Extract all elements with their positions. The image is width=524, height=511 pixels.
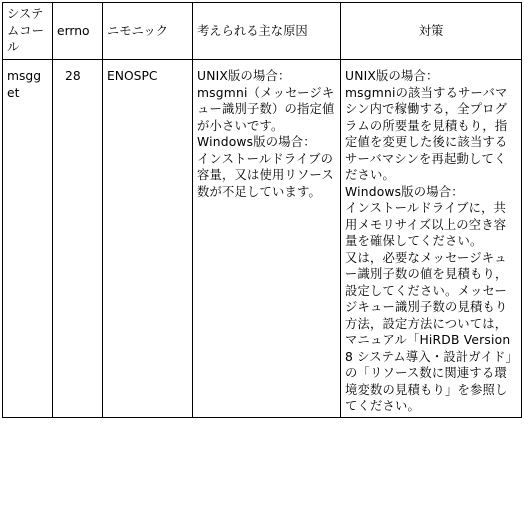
cell-errno: 28 (53, 60, 103, 418)
cell-syscall: msgget (3, 60, 53, 418)
header-mnemonic: ニモニック (103, 3, 193, 60)
header-countermeasure: 対策 (341, 3, 522, 60)
table-row (3, 60, 522, 418)
cell-countermeasure: UNIX版の場合： msgmniの該当するサーバマシン内で稼働する，全プログラムの所要量を見積もり，指定値を変更した後に該当するサーバマシンを再起動してください。 Windows版の場合： インストールドライブに，共用メモリサイズ以上の空き容量を確保してください。 又は，必要なメッセージキュー識別子数の値を見積もり，設定してください。メッセージキュー識別子数の見積もり方法，設定方法については，マニュアル「HiRDB Version 8 システム導入・設計ガイド」の「リソース数に関連する環境変数の見積もり」を参照してください。 (341, 60, 522, 418)
table-header (3, 3, 522, 60)
cell-cause: UNIX版の場合： msgmni（メッセージキュー識別子数）の指定値が小さいです。 Windows版の場合： インストールドライブの容量，又は使用リソース数が不足しています。 (193, 60, 341, 418)
header-row (3, 3, 522, 60)
table-body (3, 60, 522, 418)
header-errno: errno (53, 3, 103, 60)
cell-mnemonic: ENOSPC (103, 60, 193, 418)
error-table (2, 2, 522, 418)
header-cause: 考えられる主な原因 (193, 3, 341, 60)
header-syscall: システムコール (3, 3, 53, 60)
